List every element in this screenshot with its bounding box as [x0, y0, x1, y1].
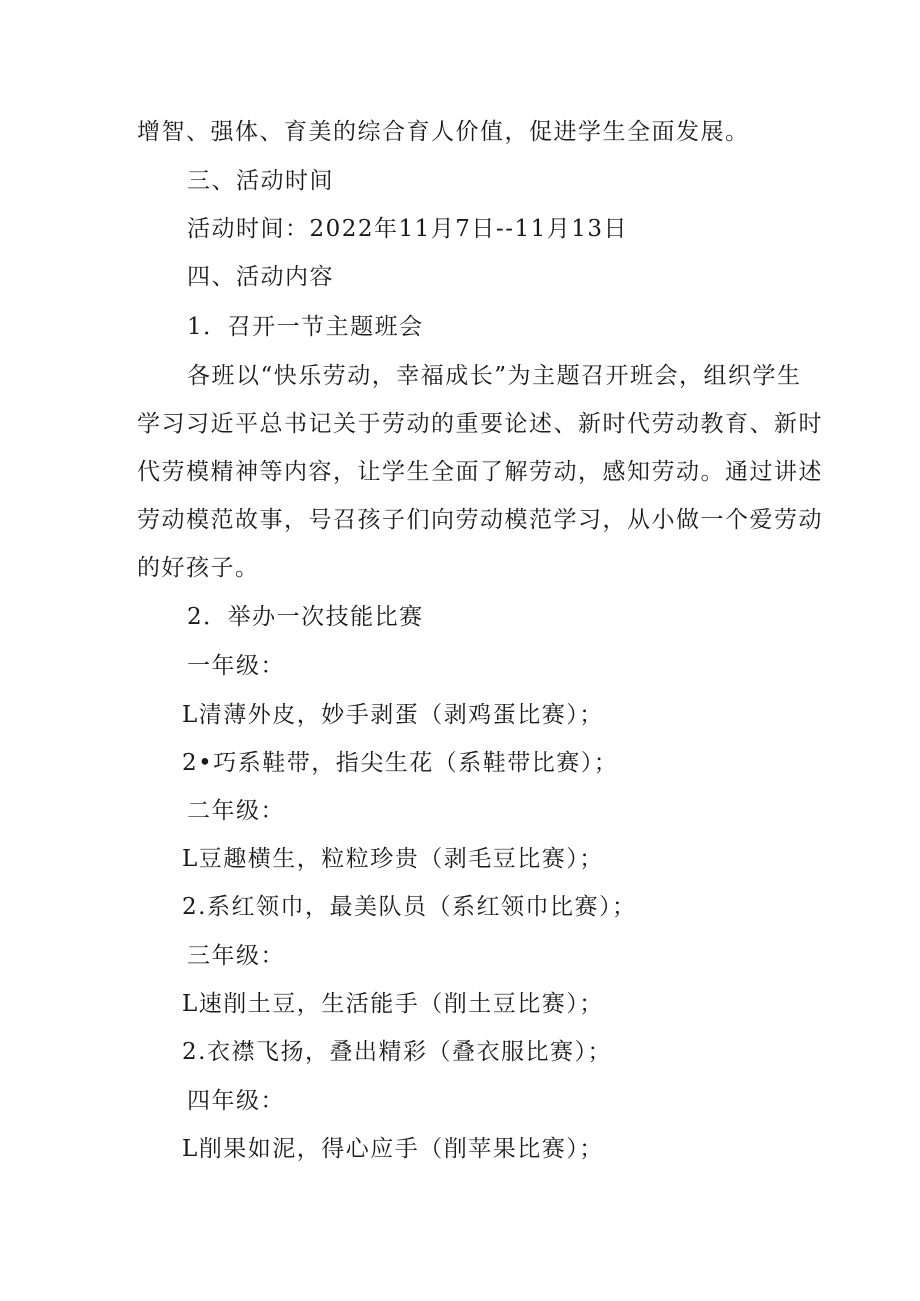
grade-label-3: 三年级：	[187, 943, 285, 969]
grade-label-2: 二年级：	[187, 798, 285, 824]
list-item: L速削土豆，生活能手（削土豆比赛）；	[182, 991, 604, 1017]
paragraph-line: 学习习近平总书记关于劳动的重要论述、新时代劳动教育、新时	[137, 411, 823, 437]
paragraph-line: 增智、强体、育美的综合育人价值，促进学生全面发展。	[137, 119, 750, 145]
paragraph-line: 各班以“快乐劳动，幸福成长”为主题召开班会，组织学生	[187, 363, 802, 389]
list-item: L豆趣横生，粒粒珍贵（剥毛豆比赛）；	[182, 846, 604, 872]
list-item: 2•巧系鞋带，指尖生花（系鞋带比赛）；	[182, 750, 619, 776]
list-item: 2.衣襟飞扬，叠出精彩（叠衣服比赛）；	[182, 1039, 612, 1065]
list-item: L清薄外皮，妙手剥蛋（剥鸡蛋比赛）；	[182, 702, 604, 728]
list-item: 2.系红领巾，最美队员（系红领巾比赛）；	[182, 894, 637, 920]
paragraph-line: 代劳模精神等内容，让学生全面了解劳动，感知劳动。通过讲述	[137, 459, 823, 485]
section-heading-activity-content: 四、活动内容	[187, 264, 334, 290]
paragraph-line: 劳动模范故事，号召孩子们向劳动模范学习，从小做一个爱劳动	[137, 507, 823, 533]
activity-time-text: 活动时间：2022年11月7日--11月13日	[187, 216, 629, 242]
section-heading-activity-time: 三、活动时间	[187, 168, 334, 194]
subheading-class-meeting: 1．召开一节主题班会	[187, 314, 424, 340]
list-item: L削果如泥，得心应手（削苹果比赛）；	[182, 1136, 604, 1162]
subheading-skill-competition: 2．举办一次技能比赛	[187, 604, 424, 630]
paragraph-line: 的好孩子。	[137, 555, 260, 581]
grade-label-4: 四年级：	[187, 1088, 285, 1114]
grade-label-1: 一年级：	[187, 653, 285, 679]
